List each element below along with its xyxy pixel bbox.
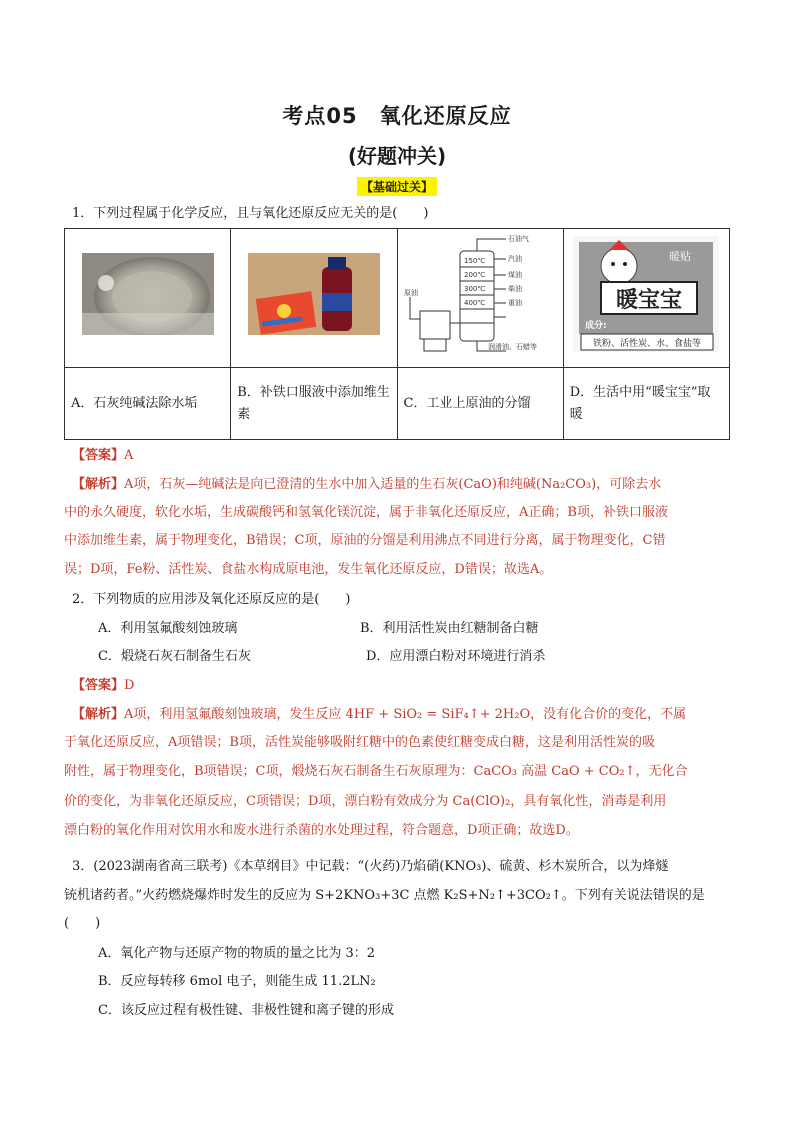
q1-analysis-line-2: 中添加维生素，属于物理变化，B错误；C项，原油的分馏是利用沸点不同进行分离，属于物理变化，C错	[64, 533, 666, 548]
q2-analysis-line-4: 漂白粉的氧化作用对饮用水和废水进行杀菌的水处理过程，符合题意，D项正确；故选D。	[64, 823, 579, 838]
q3-option-c: C．该反应过程有极性键、非极性键和离子键的形成	[98, 1003, 394, 1018]
distill-label-10: 润滑油、石蜡等	[488, 343, 538, 351]
q3-option-a: A．氧化产物与还原产物的物质的量之比为 3：2	[98, 946, 376, 961]
distill-label-4: 煤油	[508, 271, 523, 279]
q1-options-table	[64, 228, 730, 440]
warmer-ingredients-label: 成分:	[585, 321, 607, 331]
page-subtitle: (好题冲关)	[347, 144, 447, 168]
q2-analysis-line-0: A项，利用氢氟酸刻蚀玻璃，发生反应 4HF + SiO₂ = SiF₄↑+ 2H₂O，没有化合价的变化，不属	[124, 707, 687, 722]
distill-label-2: 汽油	[508, 255, 523, 263]
q2-option-a: A．利用氢氟酸刻蚀玻璃	[98, 621, 238, 636]
q2-analysis-label: 【解析】	[72, 707, 125, 722]
section-badge: 【基础过关】	[357, 177, 437, 196]
distill-label-7: 400℃	[464, 299, 486, 307]
q3-stem-line-2: ( )	[64, 916, 101, 931]
q3-option-b: B．反应每转移 6mol 电子，则能生成 11.2LN₂	[98, 974, 376, 989]
distillation-tower-diagram	[402, 229, 558, 359]
q2-analysis-line-1: 于氧化还原反应，A项错误；B项，活性炭能够吸附红糖中的色素使红糖变成白糖，这是利用活性炭的吸	[64, 735, 655, 750]
warmer-ingredients: 铁粉、活性炭、水、食盐等	[593, 339, 702, 349]
q1-analysis-line-1: 中的永久硬度，软化水垢，生成碳酸钙和氢氧化镁沉淀，属于非氧化还原反应，A正确；B项，补铁口服液	[64, 505, 668, 520]
q1-analysis-label: 【解析】	[72, 477, 125, 492]
q2-stem: 2．下列物质的应用涉及氧化还原反应的是( )	[72, 592, 351, 607]
q1-image-c-cell	[397, 229, 563, 368]
distill-label-0: 石油气	[508, 235, 530, 243]
distill-label-9: 原油	[404, 289, 419, 297]
distill-label-6: 柴油	[508, 285, 523, 293]
q1-image-d-cell	[563, 229, 729, 368]
q1-stem: 1．下列过程属于化学反应，且与氧化还原反应无关的是( )	[72, 206, 429, 221]
q1-analysis-line-3: 误；D项，Fe粉、活性炭、食盐水构成原电池，发生氧化还原反应，D错误；故选A。	[64, 562, 553, 577]
q1-option-c: C．工业上原油的分馏	[397, 368, 563, 440]
distill-label-1: 150℃	[464, 257, 486, 265]
distill-label-8: 重油	[508, 299, 523, 307]
q2-answer: D	[124, 678, 135, 693]
q1-option-b: B．补铁口服液中添加维生素	[231, 368, 397, 440]
hand-warmer-image	[573, 236, 719, 352]
q2-option-b: B．利用活性炭由红糖制备白糖	[360, 621, 539, 636]
q2-option-d: D．应用漂白粉对环境进行消杀	[366, 649, 546, 664]
q1-analysis-line-0: A项，石灰—纯碱法是向已澄清的生水中加入适量的生石灰(CaO)和纯碱(Na₂CO₃)，可除去水	[124, 477, 662, 492]
q1-image-b-cell	[231, 229, 397, 368]
q3-stem-line-1: 铳机诸药者。”火药燃烧爆炸时发生的反应为 S+2KNO₃+3C 点燃 K₂S+N₂↑+3CO₂↑。下列有关说法错误的是	[64, 888, 705, 903]
q1-answer: A	[124, 448, 134, 463]
q2-option-c: C．煅烧石灰石制备生石灰	[98, 649, 251, 664]
warmer-brand: 暖宝宝	[616, 288, 683, 313]
q2-analysis-line-2: 附性，属于物理变化，B项错误；C项，煅烧石灰石制备生石灰原理为：CaCO₃ 高温 CaO + CO₂↑，无化合	[64, 764, 688, 779]
distill-label-3: 200℃	[464, 271, 486, 279]
kettle-scale-photo	[82, 253, 214, 335]
q1-image-a-cell	[65, 229, 231, 368]
q1-option-a: A．石灰纯碱法除水垢	[65, 368, 231, 440]
page-title: 考点05 氧化还原反应	[282, 104, 512, 128]
distill-label-5: 300℃	[464, 285, 486, 293]
iron-supplement-photo	[248, 253, 380, 335]
q1-answer-label: 【答案】	[72, 448, 125, 463]
q1-option-d: D．生活中用“暖宝宝”取暖	[563, 368, 729, 440]
q3-stem-line-0: 3．(2023湖南省高三联考)《本草纲目》中记载：“(火药)乃焰硝(KNO₃)、硫黄、杉木炭所合，以为烽燧	[72, 859, 669, 874]
warmer-tag: 暖贴	[669, 250, 692, 263]
q2-analysis-line-3: 价的变化，为非氧化还原反应，C项错误；D项，漂白粉有效成分为 Ca(ClO)₂，具有氧化性，消毒是利用	[64, 794, 667, 809]
q2-answer-label: 【答案】	[72, 678, 125, 693]
